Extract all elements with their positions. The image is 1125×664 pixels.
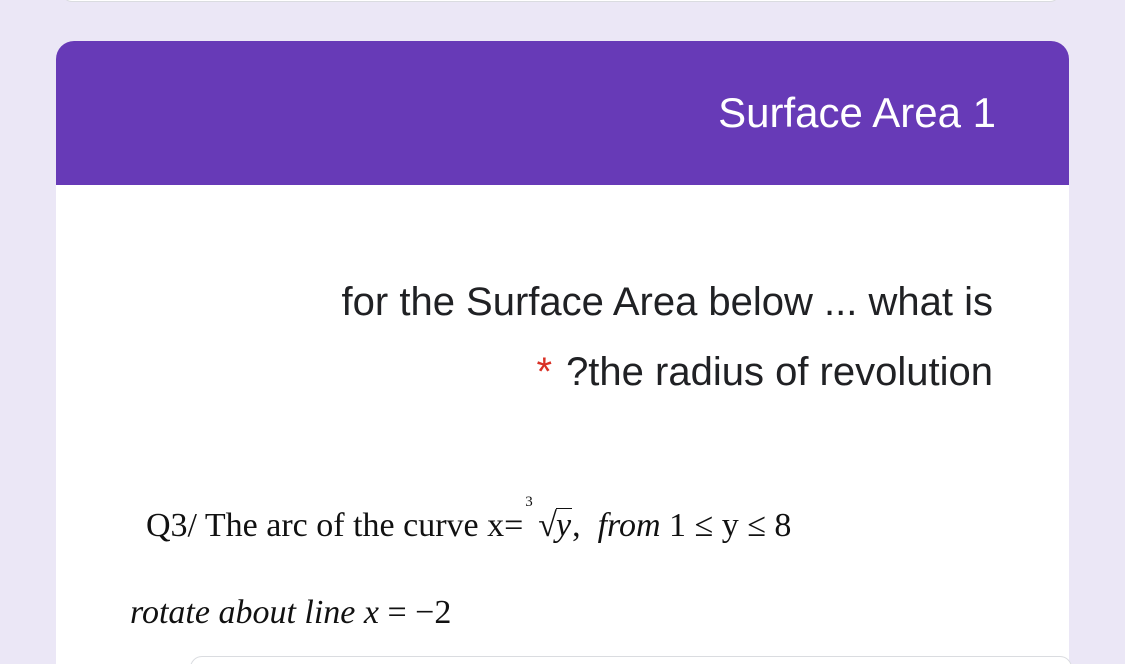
question-title <box>93 267 993 407</box>
next-card-edge <box>190 656 1072 664</box>
root-index: 3 <box>525 494 533 510</box>
question-line-2: ?the radius of revolution <box>566 350 993 394</box>
section-header <box>56 41 1069 185</box>
rotation-line-value: = −2 <box>378 594 452 631</box>
cube-root-expression <box>525 494 572 546</box>
question-line-1: for the Surface Area below ... what is <box>341 280 993 324</box>
question-line-2-wrapper <box>93 337 993 407</box>
problem-text-line-1 <box>146 494 792 546</box>
range-word: from <box>597 507 661 544</box>
radicand: y <box>555 507 572 544</box>
rotation-line-text: rotate about line x <box>130 594 379 631</box>
form-question-card <box>56 41 1069 664</box>
problem-comma: , <box>572 507 581 544</box>
previous-card-edge <box>62 0 1060 2</box>
required-asterisk: * <box>536 350 553 394</box>
section-title: Surface Area 1 <box>718 89 996 136</box>
radical-symbol: √ <box>538 507 557 544</box>
problem-prefix: Q3/ The arc of the curve x= <box>146 507 524 544</box>
range-inequality: 1 ≤ y ≤ 8 <box>669 507 792 544</box>
problem-text-line-2 <box>130 593 451 633</box>
